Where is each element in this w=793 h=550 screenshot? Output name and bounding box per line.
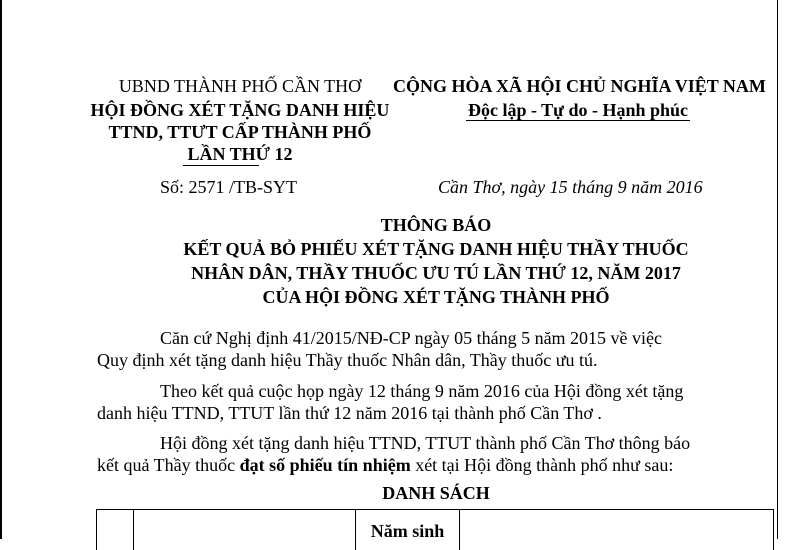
- issuer-underline: [183, 165, 259, 166]
- table-border-left: [96, 510, 97, 550]
- paragraph-announcement-line2: [97, 454, 673, 476]
- table-col-divider-1: [133, 510, 134, 550]
- national-title: CỘNG HÒA XÃ HỘI CHỦ NGHĨA VIỆT NAM: [393, 76, 766, 96]
- place-and-date: Cần Thơ, ngày 15 tháng 9 năm 2016: [438, 177, 703, 197]
- table-border-right: [773, 510, 774, 550]
- paragraph-meeting-line1: Theo kết quả cuộc họp ngày 12 tháng 9 năm 2016 của Hội đồng xét tặng: [160, 381, 684, 401]
- issuer-council: HỘI ĐỒNG XÉT TẶNG DANH HIỆU: [90, 100, 390, 120]
- list-heading: DANH SÁCH: [382, 483, 490, 503]
- page-right-edge: [777, 0, 778, 539]
- motto-underline: [466, 120, 690, 121]
- announcement-emphasis: đạt số phiếu tín nhiệm: [239, 455, 411, 475]
- paragraph-legal-basis-line1: Căn cứ Nghị định 41/2015/NĐ-CP ngày 05 tháng 5 năm 2015 về việc: [160, 328, 663, 348]
- issuer-council-scope: TTND, TTƯT CẤP THÀNH PHỐ: [108, 122, 372, 142]
- issuer-authority: UBND THÀNH PHỐ CẦN THƠ: [118, 76, 362, 96]
- table-header-birth-year: Năm sinh: [370, 521, 445, 541]
- issuer-session: LẦN THỨ 12: [187, 144, 293, 164]
- notice-subject-line1: KẾT QUẢ BỎ PHIẾU XÉT TẶNG DANH HIỆU THẦY THUỐC: [183, 239, 689, 259]
- table-col-divider-3: [459, 510, 460, 550]
- results-table: [96, 509, 774, 550]
- notice-subject-line2: NHÂN DÂN, THẦY THUỐC ƯU TÚ LẦN THỨ 12, NĂM 2017: [191, 263, 681, 283]
- paragraph-announcement-line1: Hội đồng xét tặng danh hiệu TTND, TTUT thành phố Cần Thơ thông báo: [160, 433, 691, 453]
- page-left-edge: [0, 0, 2, 539]
- reference-number: Số: 2571 /TB-SYT: [160, 177, 298, 197]
- notice-subject-line3: CỦA HỘI ĐỒNG XÉT TẶNG THÀNH PHỐ: [262, 287, 610, 307]
- announcement-text-start: kết quả Thầy thuốc: [97, 455, 240, 475]
- notice-title: THÔNG BÁO: [380, 215, 492, 235]
- paragraph-meeting-line2: danh hiệu TTND, TTUT lần thứ 12 năm 2016 tại thành phố Cần Thơ .: [97, 403, 602, 423]
- announcement-text-end: xét tại Hội đồng thành phố như sau:: [410, 455, 674, 475]
- national-motto: Độc lập - Tự do - Hạnh phúc: [467, 100, 689, 120]
- paragraph-legal-basis-line2: Quy định xét tặng danh hiệu Thầy thuốc Nhân dân, Thầy thuốc ưu tú.: [97, 350, 598, 370]
